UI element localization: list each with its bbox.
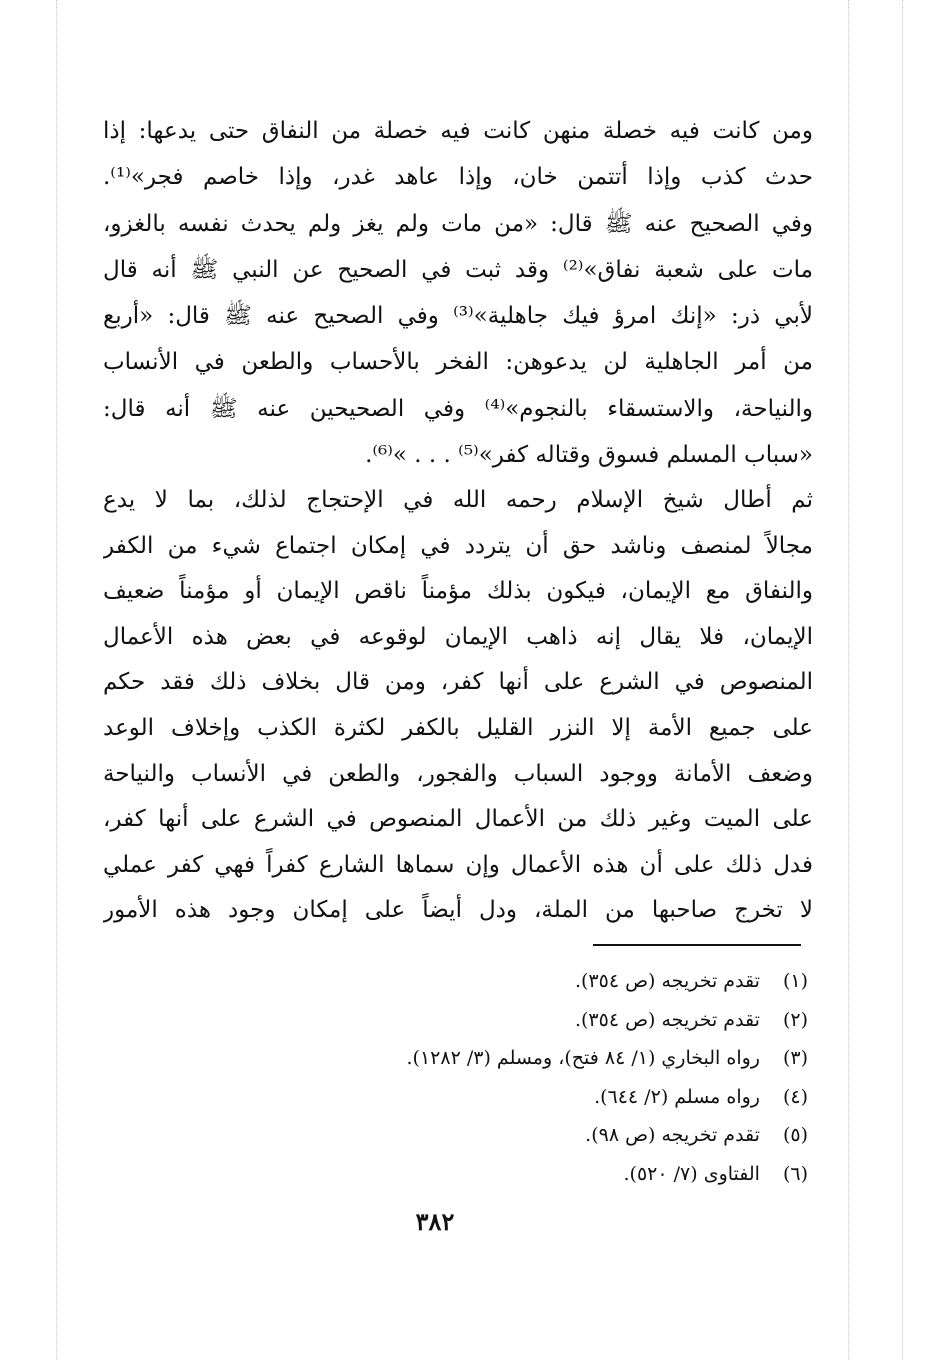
footnote-text: رواه مسلم (٢/ ٦٤٤). (594, 1085, 760, 1108)
footnote-number: (٣) (782, 1047, 808, 1070)
footnote-number: (٦) (782, 1162, 808, 1185)
text-line: على الميت وغير ذلك من الأعمال المنصوص في الشرع على أنها كفر، (103, 806, 813, 833)
scan-guide-line (848, 0, 849, 1360)
text-line: والنياحة، والاستسقاء بالنجوم»⁽⁴⁾ وفي الصحيحين عنه ﷺ أنه قال: (103, 395, 813, 422)
footnote-number: (١) (782, 970, 808, 992)
footnote-item (300, 1116, 808, 1155)
footnote-number: (٤) (782, 1085, 808, 1108)
footnote-text: تقدم تخريجه (ص ٣٥٤). (574, 970, 760, 992)
text-line: فدل ذلك على أن هذه الأعمال وإن سماها الشارع كفراً فهي كفر عملي (103, 851, 813, 878)
footnote-text: الفتاوى (٧/ ٥٢٠). (623, 1162, 760, 1185)
scan-guide-line (56, 0, 57, 1360)
footnote-text: تقدم تخريجه (ص ٩٨). (585, 1124, 760, 1147)
text-line: المنصوص في الشرع على أنها كفر، ومن قال بخلاف ذلك فقد حكم (103, 669, 813, 696)
scan-guide-line (902, 0, 903, 1360)
footnote-number: (٥) (782, 1124, 808, 1147)
footnote-item (300, 1078, 808, 1117)
footnote-item (300, 1155, 808, 1194)
text-line: على جميع الأمة إلا النزر القليل بالكفر لكثرة الكذب وإخلاف الوعد (103, 714, 813, 741)
footnote-separator (593, 944, 801, 946)
text-line: ومن كانت فيه خصلة منهن كانت فيه خصلة من النفاق حتى يدعها: إذا (103, 118, 813, 144)
text-line: مات على شعبة نفاق»⁽²⁾ وقد ثبت في الصحيح عن النبي ﷺ أنه قال (103, 256, 813, 283)
footnote-item (300, 962, 808, 1001)
footnote-item (300, 1039, 808, 1078)
footnote-text: رواه البخاري (١/ ٨٤ فتح)، ومسلم (٣/ ١٢٨٢). (406, 1047, 760, 1070)
body-paragraph-2 (103, 478, 813, 934)
text-line: والنفاق مع الإيمان، فيكون بذلك مؤمناً ناقص الإيمان أو مؤمناً ضعيف (103, 578, 813, 605)
footnote-item (300, 1001, 808, 1040)
text-line: ثم أطال شيخ الإسلام رحمه الله في الإحتجاج لذلك، بما لا يدع (103, 487, 813, 513)
text-line: الإيمان، فلا يقال إنه ذاهب الإيمان لوقوعه في بعض هذه الأعمال (103, 623, 813, 650)
text-line: حدث كذب وإذا أتتمن خان، وإذا عاهد غدر، وإذا خاصم فجر»⁽¹⁾. (103, 164, 813, 191)
text-line: لأبي ذر: «إنك امرؤ فيك جاهلية»⁽³⁾ وفي الصحيح عنه ﷺ قال: «أربع (103, 303, 813, 330)
text-line: وفي الصحيح عنه ﷺ قال: «من مات ولم يغز ولم يحدث نفسه بالغزو، (103, 210, 813, 237)
text-line: وضعف الأمانة ووجود السباب والفجور، والطعن في الأنساب والنياحة (103, 760, 813, 787)
page-number: ٣٨٢ (415, 1207, 455, 1236)
body-paragraph-1 (103, 108, 813, 478)
footnote-number: (٢) (782, 1008, 808, 1031)
footnotes (300, 962, 808, 1194)
footnote-text: تقدم تخريجه (ص ٣٥٤). (574, 1008, 760, 1031)
text-line: من أمر الجاهلية لن يدعوهن: الفخر بالأحساب والطعن في الأنساب (103, 349, 813, 376)
text-line: مجالاً لمنصف وناشد حق أن يتردد في إمكان اجتماع شيء من الكفر (103, 532, 813, 559)
text-line: لا تخرج صاحبها من الملة، ودل أيضاً على إمكان وجود هذه الأمور (103, 897, 813, 924)
text-line: «سباب المسلم فسوق وقتاله كفر»⁽⁵⁾ . . . »⁽⁶⁾. (365, 442, 813, 469)
